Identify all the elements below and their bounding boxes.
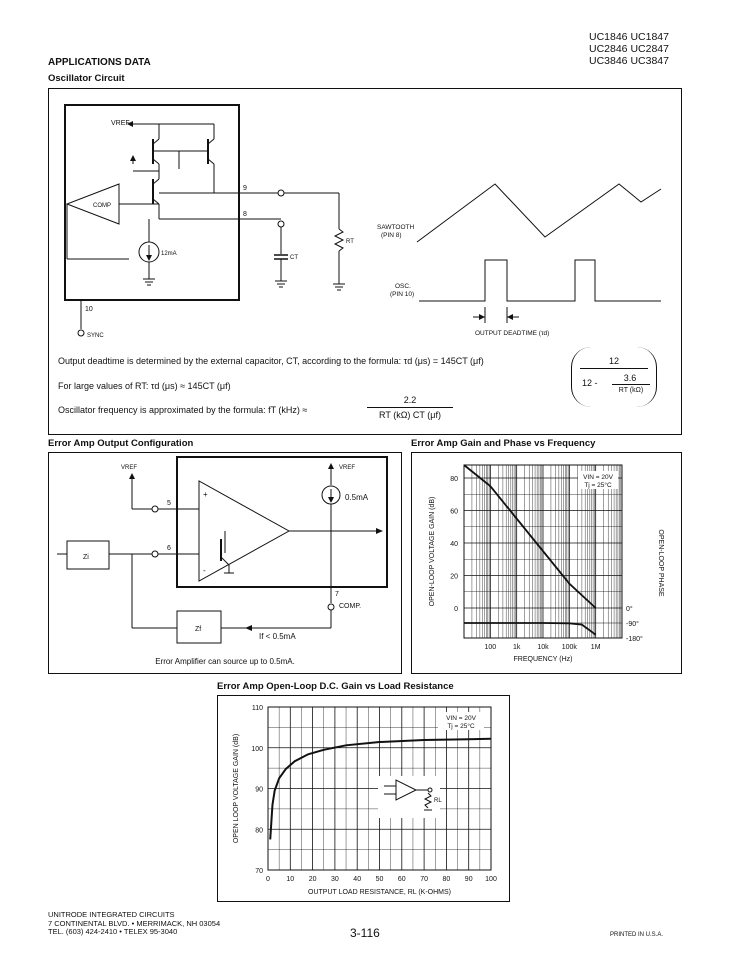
printed-in: PRINTED IN U.S.A. [610,932,664,938]
svg-text:10: 10 [85,306,93,313]
inset-rl-label: RL [434,798,442,804]
svg-text:Zi: Zi [83,554,89,561]
svg-text:9: 9 [243,185,247,192]
y-axis-label: OPEN LOOP VOLTAGE GAIN (dB) [233,733,240,844]
deadtime-fraction [571,347,657,407]
svg-text:+: + [203,490,208,499]
formula-frequency: Oscillator frequency is approximated by the formula: fT (kHz) ≈ [58,405,308,415]
svg-text:-: - [203,566,206,575]
svg-text:6: 6 [167,545,171,552]
dc-gain-chart [218,696,509,901]
vref-label: VREF [111,120,130,127]
part-numbers-line2: UC2846 UC2847 [589,43,669,55]
svg-text:7: 7 [335,591,339,598]
rt-resistor [335,229,343,251]
x-tick-label: 70 [420,876,428,883]
svg-text:COMP: COMP [93,203,111,209]
gain-phase-chart [412,453,681,673]
y-tick-label: 0 [454,606,458,613]
frequency-fraction [367,395,453,420]
inset-node [428,788,432,792]
formula-large-rt: For large values of RT: τd (μs) ≈ 145CT (μf) [58,381,231,391]
freq-numerator: 2.2 [403,395,417,405]
annotation-tj: Tj = 25°C [584,482,612,489]
footer-address [48,911,220,937]
footer-company: UNITRODE INTEGRATED CIRCUITS [48,910,175,919]
if-label: If < 0.5mA [259,632,296,641]
svg-text:Zf: Zf [195,626,202,633]
section-title: APPLICATIONS DATA [48,57,151,68]
oscillator-circuit-panel [48,88,682,435]
pin6-node [152,551,158,557]
pin9-node [278,190,284,196]
pin7-node [328,604,334,610]
x-tick-label: 100 [485,876,497,883]
x-tick-label: 50 [375,876,384,883]
x-tick-label: 100k [561,644,577,651]
x-axis-label: FREQUENCY (Hz) [513,656,573,663]
part-numbers-line1: UC1846 UC1847 [589,31,669,43]
sync-pin [78,330,84,336]
y-tick-label: 100 [251,745,263,753]
x-tick-label: 40 [353,876,362,883]
x-tick-label: 30 [331,876,339,883]
x-tick-label: 20 [308,876,317,883]
y-tick-label: 20 [450,573,458,581]
svg-text:SAWTOOTH: SAWTOOTH [377,224,415,231]
y-tick-label: 70 [255,868,263,875]
inset-bg [378,776,440,818]
y-tick-label: 110 [251,705,263,712]
footer-street: 7 CONTINENTAL BLVD. • MERRIMACK, NH 03054 [48,918,221,928]
x-tick-label: 90 [464,876,473,883]
part-numbers [589,31,669,67]
eamp-current-label: 0.5mA [345,493,369,502]
x-tick-label: 0 [266,876,270,883]
osc-title: Oscillator Circuit [48,73,125,84]
vref-right-label: VREF [339,465,356,471]
x-tick-label: 1k [512,644,521,651]
page-number: 3-116 [350,926,380,940]
phase-tick-label: -180° [626,636,643,643]
chart2-title: Error Amp Open-Loop D.C. Gain vs Load Resistance [217,681,454,692]
error-amp-schematic [49,453,401,673]
y-tick-label: 80 [255,827,263,835]
x-tick-label: 10k [537,644,549,651]
x-tick-label: 1M [590,644,601,651]
svg-text:SYNC: SYNC [87,333,104,339]
svg-text:(PIN 10): (PIN 10) [390,291,415,298]
amplifier-symbol [199,481,289,581]
svg-text:(PIN 8): (PIN 8) [381,232,402,239]
y-tick-label: 90 [255,786,263,794]
formula-deadtime: Output deadtime is determined by the external capacitor, CT, according to the formula: τd (μs) = 145CT (μf) [58,356,484,366]
y-tick-label: 60 [450,508,458,516]
annotation-tj: Tj = 25°C [447,723,475,730]
eamp-title: Error Amp Output Configuration [48,438,194,449]
x-tick-label: 80 [442,876,451,883]
phase-tick-label: 0° [626,606,633,613]
part-numbers-line3: UC3846 UC3847 [589,55,669,67]
phase-axis-label: OPEN-LOOP PHASE [657,529,664,597]
phase-series-line [464,623,596,635]
gain-phase-chart-panel [411,452,682,674]
fraction-den-den: RT (kΩ) [618,387,644,394]
comp-label: COMP. [339,603,362,610]
chart1-title: Error Amp Gain and Phase vs Frequency [411,438,596,449]
svg-text:8: 8 [243,211,247,218]
svg-text:OSC.: OSC. [395,283,411,290]
pin5-node [152,506,158,512]
svg-text:12mA: 12mA [161,251,177,257]
x-axis-label: OUTPUT LOAD RESISTANCE, RL (K-OHMS) [308,889,451,896]
x-tick-label: 60 [397,876,406,883]
phase-tick-label: -90° [626,621,639,628]
x-tick-label: 100 [484,644,497,651]
y-axis-label: OPEN-LOOP VOLTAGE GAIN (dB) [429,496,436,607]
fraction-numerator: 12 [608,356,619,366]
error-amp-panel [48,452,402,674]
fraction-denominator: 12 - [582,378,598,388]
vref-left-label: VREF [121,465,138,471]
svg-text:5: 5 [167,500,171,507]
svg-text:RT: RT [346,239,354,245]
dc-gain-chart-panel [217,695,510,902]
annotation-vin: VIN = 20V [446,715,476,722]
ic-outline-2 [177,457,387,587]
freq-denominator: RT (kΩ) CT (μf) [379,410,441,420]
y-tick-label: 80 [450,476,458,483]
footer-phone: TEL. (603) 424-2410 • TELEX 95-3040 [48,927,178,936]
pin8-node [278,221,284,227]
gain-series-line [464,465,596,608]
fraction-den-num: 3.6 [623,373,637,383]
osc-waveform [419,260,661,301]
eamp-caption: Error Amplifier can source up to 0.5mA. [155,657,295,666]
svg-text:OUTPUT DEADTIME (τd): OUTPUT DEADTIME (τd) [475,330,550,337]
sawtooth-waveform [417,184,661,242]
svg-text:CT: CT [290,255,298,261]
y-tick-label: 40 [450,541,458,548]
x-tick-label: 10 [286,876,295,883]
annotation-vin: VIN = 20V [583,474,613,481]
